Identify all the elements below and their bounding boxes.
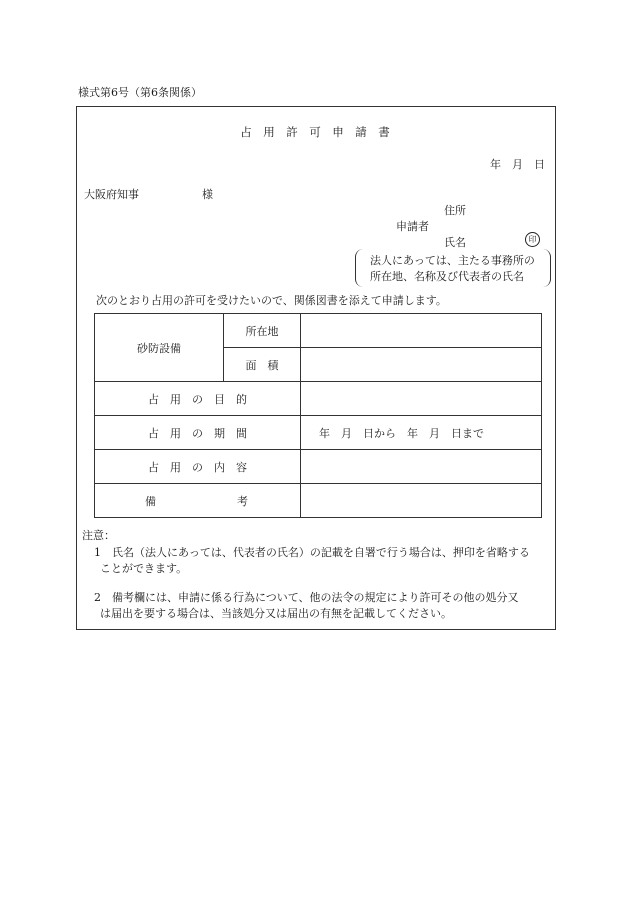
- remarks-label: [95, 484, 301, 518]
- period-value[interactable]: 年 月 日から 年 月 日まで: [301, 416, 542, 450]
- table-row: [95, 416, 542, 450]
- form-title: 占 用 許 可 申 請 書: [240, 125, 390, 139]
- corp-note-line-2: 所在地、名称及び代表者の氏名: [370, 270, 524, 283]
- note-2-line-2: は届出を要する場合は、当該処分又は届出の有無を記載してください。: [100, 607, 452, 620]
- note-2-line-1: 2 備考欄には、申請に係る行為について、他の法令の規定により許可その他の処分又: [94, 591, 519, 604]
- location-label: 所在地: [224, 314, 301, 348]
- form-number: 様式第6号（第6条関係）: [78, 86, 202, 99]
- seal-mark: 印: [525, 232, 540, 247]
- purpose-label: 占 用 の 目 的: [95, 382, 301, 416]
- table-row: [95, 314, 542, 348]
- table-row: [95, 450, 542, 484]
- area-value-cell[interactable]: [301, 348, 542, 382]
- date-field: 年 月 日: [490, 158, 545, 171]
- purpose-value-cell[interactable]: [301, 382, 542, 416]
- name-label: 氏名: [444, 236, 466, 249]
- remarks-label-char-2: 考: [237, 495, 248, 508]
- remarks-label-char-1: 備: [145, 495, 156, 508]
- area-label: 面 積: [224, 348, 301, 382]
- intro-text: 次のとおり占用の許可を受けたいので、関係図書を添えて申請します。: [96, 294, 447, 307]
- note-1-line-1: 1 氏名（法人にあっては、代表者の氏名）の記載を自署で行う場合は、押印を省略する: [94, 546, 530, 559]
- note-1-line-2: ことができます。: [100, 562, 188, 575]
- content-label: 占 用 の 内 容: [95, 450, 301, 484]
- addressee: 大阪府知事: [84, 188, 139, 201]
- notes-heading: 注意：: [82, 529, 115, 542]
- table-row: [95, 382, 542, 416]
- period-label: 占 用 の 期 間: [95, 416, 301, 450]
- remarks-value-cell[interactable]: [301, 484, 542, 518]
- table-row: [95, 484, 542, 518]
- honorific: 様: [202, 188, 213, 201]
- corp-note-line-1: 法人にあっては、主たる事務所の: [370, 254, 535, 267]
- facility-label: 砂防設備: [95, 314, 224, 382]
- location-value-cell[interactable]: [301, 314, 542, 348]
- applicant-label: 申請者: [396, 220, 429, 233]
- content-value-cell[interactable]: [301, 450, 542, 484]
- application-table: [94, 313, 542, 518]
- address-label: 住所: [444, 204, 466, 217]
